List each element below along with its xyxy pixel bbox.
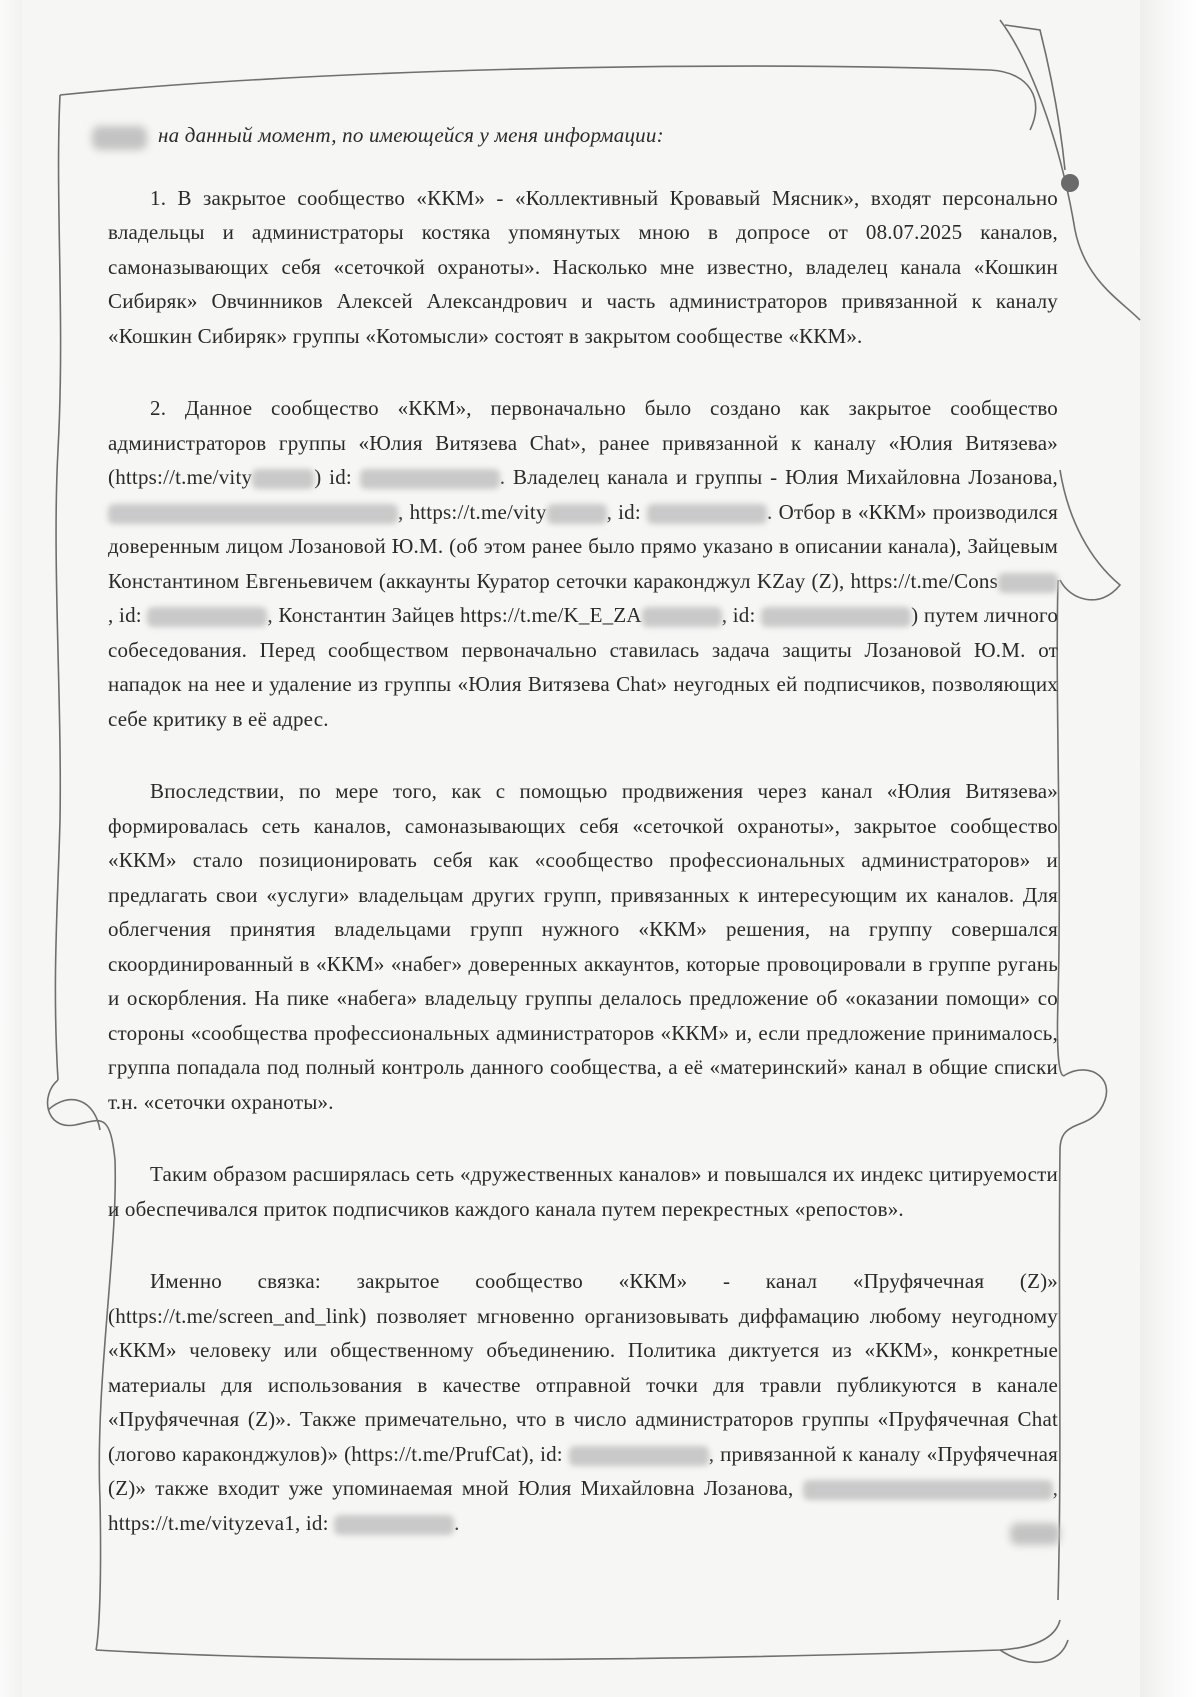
redaction [761, 607, 911, 627]
redaction [334, 1515, 454, 1535]
redaction [803, 1480, 1053, 1500]
p5-text-d: . [454, 1510, 460, 1535]
redaction [108, 504, 398, 524]
p2-text-f: . Отбор в «ККМ» производился доверенным лицом Лозановой Ю.М. (об этом ранее было прямо указано в описании канала), Зайцевым Константином Евгеньевичем (аккаунты Куратор сеточки караконджул KZay (Z), https://t.me/Cons [108, 499, 1059, 593]
p2-text-c: . Владелец канала и группы - Юлия Михайловна Лозанова, [499, 465, 1058, 489]
p2-text-a: 2. Данное сообщество «ККМ», первоначально было создано как закрытое сообщество администраторов группы «Юлия Витязева Chat», ранее привязанной к каналу «Юлия Витязева» (https://t.me/vity [108, 396, 1058, 489]
p5-text-a: Именно связка: закрытое сообщество «ККМ» - канал «Пруфячечная (Z)» (https://t.me/screen_and_link) позволяет мгновенно организовывать диффамацию любому неугодному «ККМ» человеку или общественному объединению. Политика диктуется из «ККМ», конкретные материалы для использования в качестве отправной точки для травли публикуются в канале «Пруфячечная (Z)». Также примечательно, что в число администраторов группы «Пруфячечная Chat (логово караконджулов)» (https://t.me/PrufCat), id: [108, 1269, 1058, 1466]
document-body [108, 118, 1058, 1540]
p5-text-b: , привязанной к каналу «Пруфячечная (Z)» также входит уже упоминаемая мной Юлия Михайловна Лозанова, [108, 1441, 1059, 1500]
p5-text-c: , https://t.me/vityzeva1, id: [108, 1476, 1059, 1535]
paragraph-3: Впоследствии, по мере того, как с помощью продвижения через канал «Юлия Витязева» формировалась сеть каналов, самоназывающих себя «сеточкой охраноты», закрытое сообщество «ККМ» стало позиционировать себя как «сообщество профессиональных администраторов» и предлагать свои «услуги» владельцам других групп, привязанных к интересующим их каналов. Для облегчения принятия владельцами групп нужного «ККМ» решения, на группу совершался скоординированный в «ККМ» «набег» доверенных аккаунтов, которые провоцировали в группе ругань и оскорбления. На пике «набега» владельцу группы делалось предложение об «оказании помощи» со стороны «сообщества профессиональных администраторов «ККМ» и, если предложение принималось, группа попадала под полный контроль данного сообщества, а её «материнский» канал в общие списки т.н. «сеточки охраноты». [108, 779, 1058, 1114]
scroll-right-edge [1058, 1070, 1107, 1600]
paragraph-5 [108, 1264, 1058, 1540]
scroll-left-edge [55, 95, 60, 1080]
p2-text-b: ) id: [314, 465, 352, 489]
p2-text-i: , id: [721, 603, 756, 627]
paragraph-4: Таким образом расширялась сеть «дружественных каналов» и повышался их индекс цитируемости и обеспечивался приток подписчиков каждого канала путем перекрестных «репостов». [108, 1162, 1058, 1221]
redaction [252, 469, 314, 489]
intro-line: на данный момент, по имеющейся у меня информации: [158, 123, 664, 147]
p2-text-g: , id: [108, 603, 142, 627]
p2-text-j: ) путем личного собеседования. Перед сообществом первоначально ставилась задача защиты Лозановой Ю.М. от нападок на нее и удаление из группы «Юлия Витязева Chat» неугодных ей подписчиков, позволяющих себе критику в её адрес. [108, 603, 1059, 731]
p2-text-d: , https://t.me/vity [398, 499, 547, 524]
paragraph-1: 1. В закрытое сообщество «ККМ» - «Коллективный Кровавый Мясник», входят персонально владельцы и администраторы костяка упомянутых мною в допросе от 08.07.2025 каналов, самоназывающих себя «сеточкой охраноты». Насколько мне известно, владелец канала «Кошкин Сибиряк» Овчинников Алексей Александрович и часть администраторов привязанной к каналу «Кошкин Сибиряк» группы «Котомысли» состоят в закрытом сообществе «ККМ». [108, 185, 1058, 348]
redaction [647, 504, 767, 524]
scroll-right-curl-mid [1060, 470, 1120, 600]
redaction [642, 607, 722, 627]
redaction [360, 469, 500, 489]
scroll-bottom-edge [96, 1620, 1060, 1659]
paragraph-2 [108, 391, 1058, 736]
redaction [547, 504, 607, 524]
scroll-ornament-dot [1061, 174, 1079, 192]
p2-text-e: , id: [606, 499, 641, 524]
redaction [998, 573, 1058, 593]
p2-text-h: , Константин Зайцев https://t.me/K_E_ZA [267, 603, 642, 627]
redaction [569, 1446, 709, 1466]
redaction [147, 607, 267, 627]
